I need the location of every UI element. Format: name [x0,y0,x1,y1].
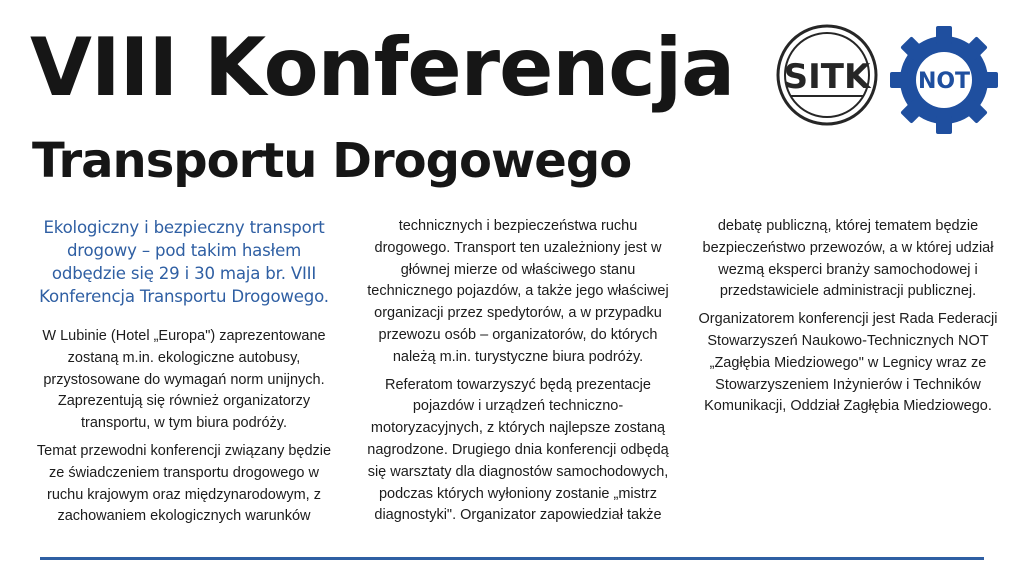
body-flow-2 [364,216,672,527]
body-paragraph: Temat przewodni konferencji związany będzie ze świadczeniem transportu drogowego w ruchu krajowym oraz międzynarodowym, z zachowaniem ekologicznych warunków [36,442,332,525]
column-2 [364,216,672,533]
not-logo-text: NOT [917,69,971,94]
body-paragraph: debatę publiczną, której tematem będzie bezpieczeństwo przewozów, a w której udział wezmą eksperci branży samochodowej i przedstawiciele administracji publicznej. [702,218,994,300]
column-3 [697,216,999,424]
page-title: VIII Konferencja [30,21,735,114]
bottom-rule [40,557,984,560]
body-flow-3 [697,216,999,418]
body-paragraph: Organizatorem konferencji jest Rada Federacji Stowarzyszeń Naukowo-Technicznych NOT „Zagłębia Miedziowego" w Legnicy wraz ze Stowarzyszeniem Inżynierów i Techników Komunikacji, Oddział Zagłębia Miedziowego. [698,311,998,415]
lead-paragraph: Ekologiczny i bezpieczny transport drogowy – pod takim hasłem odbędzie się 29 i 30 maja br. VIII Konferencja Transportu Drogowego. [39,218,329,306]
page-subtitle: Transportu Drogowego [32,133,632,189]
body-paragraph: technicznych i bezpieczeństwa ruchu drogowego. Transport ten uzależniony jest w głównej mierze od właściwego stanu technicznego pojazdów, a także jego właściwej organizacji przez spedytorów, a w przypadku przewozu osób – organizatorów, do których należą m.in. turystyczne biura podróży. [367,218,669,365]
not-gear-logo-icon [886,22,1002,138]
column-1 [33,216,335,534]
body-paragraph: W Lubinie (Hotel „Europa") zaprezentowane zostaną m.in. ekologiczne autobusy, przystosowane do wymagań norm unijnych. Zaprezentują się również organizatorzy transportu, w tym biura podróży. [42,328,326,432]
body-paragraph: Referatom towarzyszyć będą prezentacje pojazdów i urządzeń techniczno-motoryzacyjnych, z których najlepsze zostaną nagrodzone. Drugiego dnia konferencji odbędą się warsztaty dla diagnostów samochodowych, podczas których wyłoniony zostanie „mistrz diagnostyki". Organizator zapowiedział także [367,376,669,524]
sitk-logo-text: SITK [783,57,871,97]
body-flow-1 [33,326,335,528]
sitk-logo-icon [776,24,878,126]
